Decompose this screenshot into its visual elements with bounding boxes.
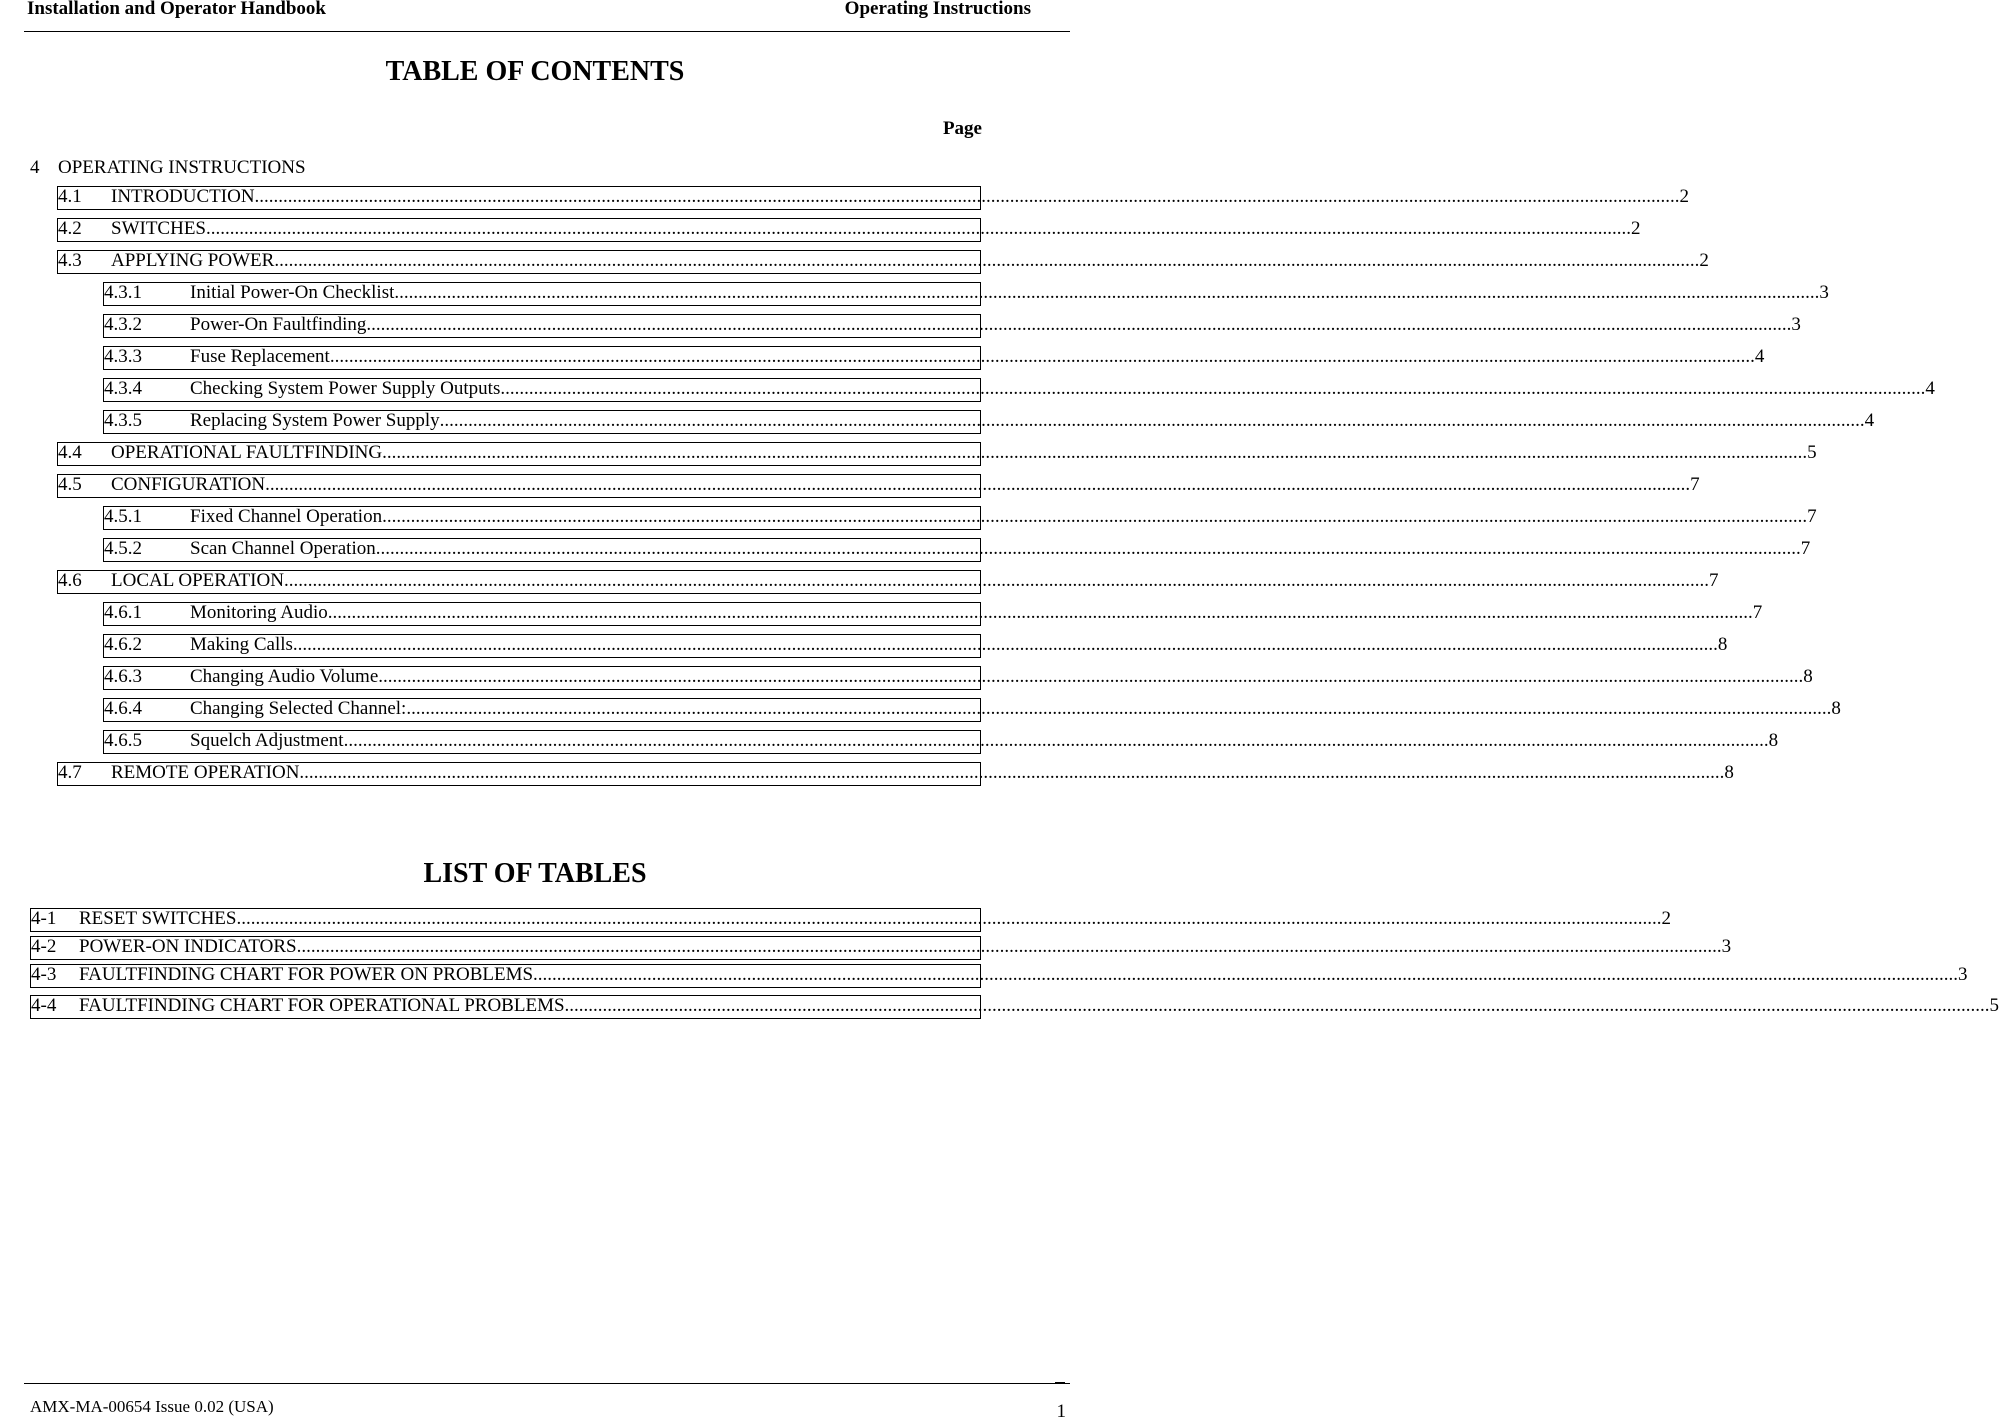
chapter-number: 4 bbox=[30, 157, 40, 178]
dot-leader: ............................................................................................................................................................................................................................................................................................................ bbox=[366, 314, 1792, 335]
toc-entry[interactable] bbox=[57, 570, 1719, 594]
toc-entry-number: 4.3 bbox=[58, 250, 82, 271]
toc-entry-page: 7 bbox=[1690, 474, 1700, 495]
toc-entry-title: Power-On Faultfinding bbox=[190, 314, 367, 335]
toc-entry-number: 4.6.1 bbox=[104, 602, 142, 623]
toc-entry-title: CONFIGURATION bbox=[111, 474, 266, 495]
dot-leader: ............................................................................................................................................................................................................................................................................................................ bbox=[394, 282, 1820, 303]
toc-entry[interactable] bbox=[103, 282, 1829, 306]
toc-entry-number: 4.1 bbox=[58, 186, 82, 207]
table-entry-number: 4-3 bbox=[31, 964, 57, 985]
table-entry-number: 4-4 bbox=[31, 995, 57, 1016]
table-entry-title: FAULTFINDING CHART FOR POWER ON PROBLEMS bbox=[79, 964, 534, 985]
toc-entry-title: Checking System Power Supply Outputs bbox=[190, 378, 501, 399]
dot-leader: ............................................................................................................................................................................................................................................................................................................ bbox=[329, 346, 1755, 367]
toc-entry[interactable] bbox=[57, 218, 1641, 242]
footer-tick bbox=[1055, 1382, 1065, 1384]
dot-leader: ............................................................................................................................................................................................................................................................................................................ bbox=[500, 378, 1926, 399]
toc-entry[interactable] bbox=[103, 506, 1817, 530]
toc-entry[interactable] bbox=[103, 346, 1765, 370]
toc-entry-title: Fuse Replacement bbox=[190, 346, 330, 367]
toc-entry-page: 7 bbox=[1800, 538, 1811, 559]
chapter-heading bbox=[30, 157, 306, 179]
toc-entry[interactable] bbox=[103, 314, 1801, 338]
dot-leader: ............................................................................................................................................................................................................................................................................................................ bbox=[378, 666, 1804, 687]
toc-entry[interactable] bbox=[57, 442, 1817, 466]
header-rule bbox=[24, 31, 1070, 32]
header-left: Installation and Operator Handbook bbox=[27, 0, 326, 19]
toc-entry-number: 4.6 bbox=[58, 570, 82, 591]
toc-entry-number: 4.6.5 bbox=[104, 730, 142, 751]
toc-entry-page: 4 bbox=[1925, 378, 1935, 399]
toc-entry-page: 4 bbox=[1754, 346, 1765, 367]
dot-leader: ............................................................................................................................................................................................................................................................................................................ bbox=[375, 538, 1801, 559]
toc-entry[interactable] bbox=[57, 186, 1690, 210]
toc-entry[interactable] bbox=[103, 602, 1763, 626]
dot-leader: ............................................................................................................................................................................................................................................................................................................ bbox=[406, 698, 1832, 719]
toc-entry-page: 4 bbox=[1864, 410, 1875, 431]
toc-entry-page: 7 bbox=[1752, 602, 1763, 623]
toc-entry-number: 4.4 bbox=[58, 442, 82, 463]
dot-leader: ............................................................................................................................................................................................................................................................................................................ bbox=[533, 964, 1959, 985]
chapter-title: OPERATING INSTRUCTIONS bbox=[58, 157, 306, 178]
dot-leader: ............................................................................................................................................................................................................................................................................................................ bbox=[382, 442, 1808, 463]
table-entry-title: RESET SWITCHES bbox=[79, 908, 237, 929]
toc-entry-page: 8 bbox=[1831, 698, 1841, 719]
dot-leader: ............................................................................................................................................................................................................................................................................................................ bbox=[206, 218, 1631, 239]
toc-entry-number: 4.3.3 bbox=[104, 346, 142, 367]
toc-entry-number: 4.5.1 bbox=[104, 506, 142, 527]
toc-entry-page: 3 bbox=[1819, 282, 1829, 303]
table-entry-number: 4-1 bbox=[31, 908, 57, 929]
toc-entry-title: APPLYING POWER bbox=[111, 250, 275, 271]
dot-leader: ............................................................................................................................................................................................................................................................................................................ bbox=[564, 995, 1990, 1016]
page-column-label: Page bbox=[942, 118, 982, 139]
toc-entry-title: OPERATIONAL FAULTFINDING bbox=[111, 442, 383, 463]
toc-entry-page: 2 bbox=[1699, 250, 1709, 271]
table-entry-page: 2 bbox=[1661, 908, 1671, 929]
page-number: 1 bbox=[1056, 1401, 1066, 1422]
dot-leader: ............................................................................................................................................................................................................................................................................................................ bbox=[283, 570, 1709, 591]
toc-entry-title: Making Calls bbox=[190, 634, 293, 655]
toc-entry-page: 2 bbox=[1679, 186, 1690, 207]
toc-entry[interactable] bbox=[57, 474, 1700, 498]
dot-leader: ............................................................................................................................................................................................................................................................................................................ bbox=[382, 506, 1808, 527]
toc-entry[interactable] bbox=[103, 378, 1935, 402]
toc-entry-number: 4.5.2 bbox=[104, 538, 142, 559]
table-entry[interactable] bbox=[30, 908, 1671, 932]
table-entry[interactable] bbox=[30, 964, 1968, 988]
table-entry-title: FAULTFINDING CHART FOR OPERATIONAL PROBLEMS bbox=[79, 995, 565, 1016]
table-entry-title: POWER-ON INDICATORS bbox=[79, 936, 297, 957]
toc-entry-page: 8 bbox=[1724, 762, 1734, 783]
dot-leader: ............................................................................................................................................................................................................................................................................................................ bbox=[343, 730, 1769, 751]
dot-leader: ............................................................................................................................................................................................................................................................................................................ bbox=[274, 250, 1700, 271]
toc-entry-number: 4.3.2 bbox=[104, 314, 142, 335]
toc-title: TABLE OF CONTENTS bbox=[385, 56, 685, 87]
toc-entry-title: Fixed Channel Operation bbox=[190, 506, 383, 527]
toc-entry[interactable] bbox=[103, 666, 1813, 690]
dot-leader: ............................................................................................................................................................................................................................................................................................................ bbox=[265, 474, 1691, 495]
toc-entry-page: 8 bbox=[1717, 634, 1728, 655]
dot-leader: ............................................................................................................................................................................................................................................................................................................ bbox=[299, 762, 1725, 783]
dot-leader: ............................................................................................................................................................................................................................................................................................................ bbox=[236, 908, 1662, 929]
toc-entry-title: LOCAL OPERATION bbox=[111, 570, 284, 591]
table-entry-number: 4-2 bbox=[31, 936, 57, 957]
toc-entry-number: 4.7 bbox=[58, 762, 82, 783]
table-entry-page: 3 bbox=[1958, 964, 1968, 985]
table-entry-page: 3 bbox=[1721, 936, 1732, 957]
header-right: Operating Instructions bbox=[844, 0, 1031, 19]
toc-entry-title: Scan Channel Operation bbox=[190, 538, 376, 559]
toc-entry[interactable] bbox=[103, 730, 1779, 754]
toc-entry-number: 4.6.2 bbox=[104, 634, 142, 655]
dot-leader: ............................................................................................................................................................................................................................................................................................................ bbox=[254, 186, 1680, 207]
table-entry-page: 5 bbox=[1989, 995, 2000, 1016]
toc-entry-page: 8 bbox=[1803, 666, 1813, 687]
toc-entry[interactable] bbox=[57, 762, 1734, 786]
toc-entry-number: 4.5 bbox=[58, 474, 82, 495]
dot-leader: ............................................................................................................................................................................................................................................................................................................ bbox=[327, 602, 1753, 623]
toc-entry[interactable] bbox=[103, 634, 1728, 658]
toc-entry[interactable] bbox=[103, 410, 1875, 434]
dot-leader: ............................................................................................................................................................................................................................................................................................................ bbox=[439, 410, 1865, 431]
toc-entry-number: 4.3.4 bbox=[104, 378, 142, 399]
table-entry[interactable] bbox=[30, 936, 1732, 960]
footer-rule bbox=[24, 1383, 1070, 1384]
toc-entry-page: 8 bbox=[1768, 730, 1779, 751]
tables-title: LIST OF TABLES bbox=[423, 858, 647, 889]
toc-entry-number: 4.3.1 bbox=[104, 282, 142, 303]
toc-entry[interactable] bbox=[103, 698, 1841, 722]
toc-entry-page: 2 bbox=[1631, 218, 1641, 239]
toc-entry-number: 4.6.4 bbox=[104, 698, 142, 719]
toc-entry-title: Replacing System Power Supply bbox=[190, 410, 440, 431]
dot-leader: ............................................................................................................................................................................................................................................................................................................ bbox=[296, 936, 1722, 957]
toc-entry-title: SWITCHES bbox=[111, 218, 206, 239]
toc-entry-page: 5 bbox=[1807, 442, 1817, 463]
toc-entry-page: 7 bbox=[1807, 506, 1817, 527]
toc-entry-title: Changing Audio Volume bbox=[190, 666, 379, 687]
toc-entry-title: Squelch Adjustment bbox=[190, 730, 344, 751]
toc-entry-page: 7 bbox=[1708, 570, 1719, 591]
toc-entry-number: 4.2 bbox=[58, 218, 82, 239]
toc-entry-title: Changing Selected Channel: bbox=[190, 698, 407, 719]
toc-entry-number: 4.6.3 bbox=[104, 666, 142, 687]
toc-entry-number: 4.3.5 bbox=[104, 410, 142, 431]
table-entry[interactable] bbox=[30, 995, 2000, 1019]
dot-leader: ............................................................................................................................................................................................................................................................................................................ bbox=[292, 634, 1718, 655]
toc-entry[interactable] bbox=[103, 538, 1811, 562]
toc-entry-title: REMOTE OPERATION bbox=[111, 762, 300, 783]
toc-entry[interactable] bbox=[57, 250, 1709, 274]
toc-entry-page: 3 bbox=[1791, 314, 1801, 335]
toc-entry-title: INTRODUCTION bbox=[111, 186, 255, 207]
document-id: AMX-MA-00654 Issue 0.02 (USA) bbox=[30, 1397, 274, 1416]
toc-entry-title: Monitoring Audio bbox=[190, 602, 328, 623]
toc-entry-title: Initial Power-On Checklist bbox=[190, 282, 395, 303]
